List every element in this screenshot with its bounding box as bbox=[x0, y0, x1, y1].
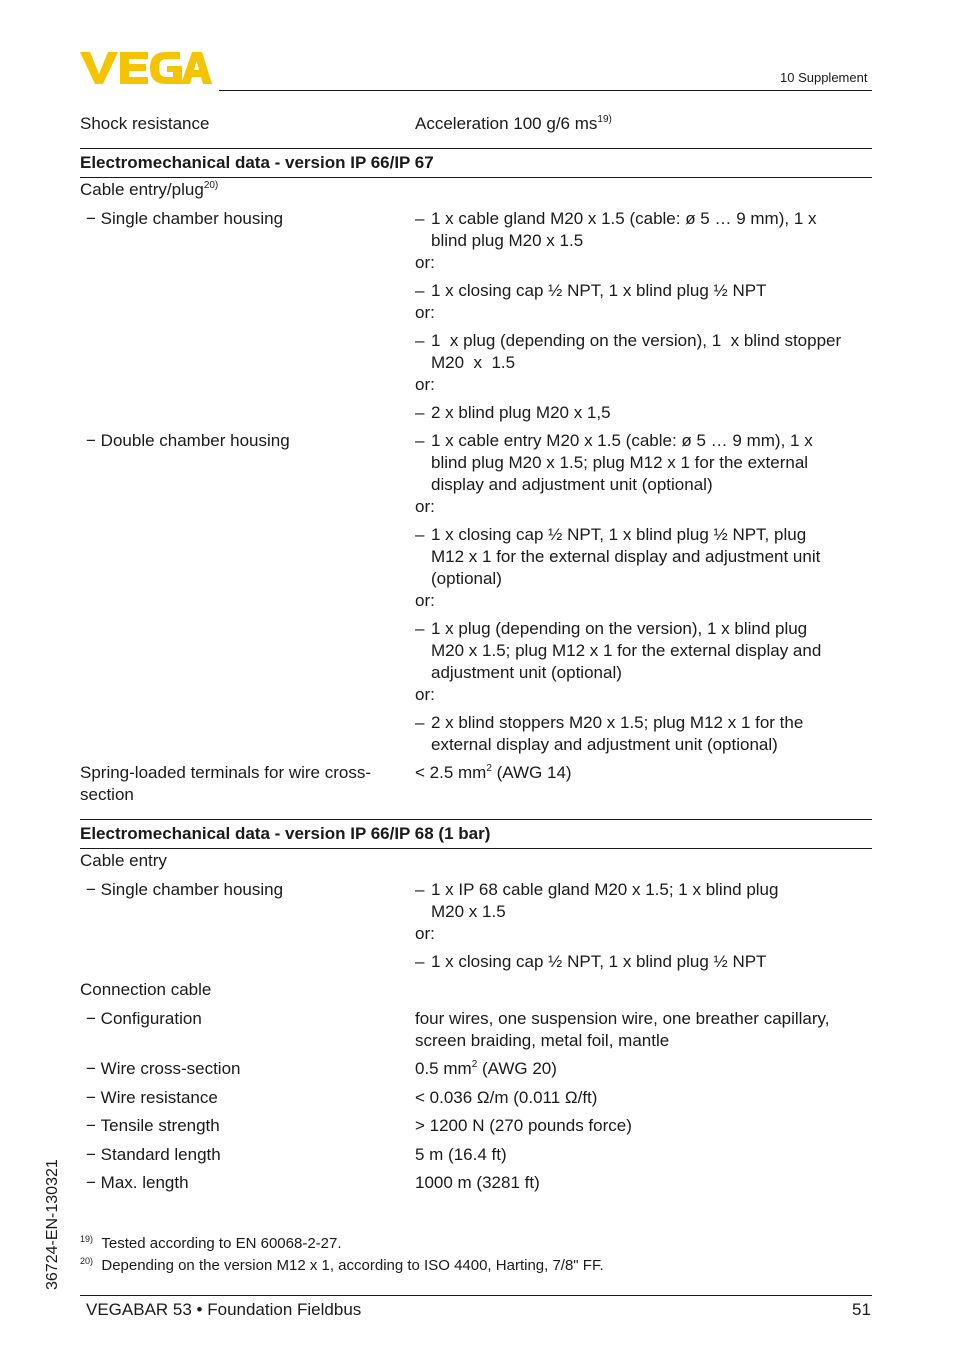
value-line: (optional) bbox=[431, 569, 502, 588]
value-line: display and adjustment unit (optional) bbox=[431, 475, 713, 494]
vega-logo bbox=[80, 50, 212, 86]
config-value: screen braiding, metal foil, mantle bbox=[415, 1031, 670, 1050]
standard-length-value: 5 m (16.4 ft) bbox=[415, 1145, 507, 1164]
dash: – bbox=[415, 952, 425, 971]
wire-resistance-label: − Wire resistance bbox=[86, 1088, 218, 1107]
section-rule bbox=[80, 177, 872, 178]
tensile-strength-label: − Tensile strength bbox=[86, 1116, 220, 1135]
value-line: 2 x blind plug M20 x 1,5 bbox=[431, 403, 611, 422]
section-rule bbox=[80, 148, 872, 149]
dash: – bbox=[415, 880, 425, 899]
connection-cable-label: Connection cable bbox=[80, 980, 212, 999]
dash: – bbox=[415, 403, 425, 422]
value-line: 2 x blind stoppers M20 x 1.5; plug M12 x 1 for the bbox=[431, 713, 804, 732]
value-line: 1 x cable gland M20 x 1.5 (cable: ø 5 … 9 mm), 1 x bbox=[431, 209, 817, 228]
value-line: blind plug M20 x 1.5 bbox=[431, 231, 584, 250]
shock-value: Acceleration 100 g/6 $ms^{19)}$ bbox=[415, 114, 612, 133]
spring-label: Spring-loaded terminals for wire cross- bbox=[80, 763, 371, 782]
value-line: blind plug M20 x 1.5; plug M12 x 1 for the external bbox=[431, 453, 809, 472]
wire-resistance-value: < 0.036 Ω/m (0.011 Ω/ft) bbox=[415, 1088, 598, 1107]
section-header: 10 Supplement bbox=[780, 70, 868, 85]
section-title: Electromechanical data - version IP 66/IP 67 bbox=[80, 153, 434, 172]
tensile-strength-value: > 1200 N (270 pounds force) bbox=[415, 1116, 632, 1135]
or-label: or: bbox=[415, 303, 435, 322]
section-title: Electromechanical data - version IP 66/IP 68 (1 bar) bbox=[80, 824, 491, 843]
value-line: 1 x IP 68 cable gland M20 x 1.5; 1 x blind plug bbox=[431, 880, 779, 899]
document-code: 36724-EN-130321 bbox=[44, 1159, 61, 1290]
single-chamber-label: − Single chamber housing bbox=[86, 209, 284, 228]
dash: – bbox=[415, 281, 425, 300]
value-line: M20 x 1.5 bbox=[431, 902, 506, 921]
cable-entry-label: Cable entry/plug$^{20)}$ bbox=[80, 180, 219, 199]
value-line: M12 x 1 for the external display and adjustment unit bbox=[431, 547, 821, 566]
value-line: 1 x plug (depending on the version), 1 x blind plug bbox=[431, 619, 808, 638]
value-line: 1 x closing cap ½ NPT, 1 x blind plug ½ NPT bbox=[431, 952, 767, 971]
or-label: or: bbox=[415, 497, 435, 516]
wire-cross-section-value: 0.5 $mm^2$ (AWG 20) bbox=[415, 1059, 557, 1078]
header-rule bbox=[219, 90, 872, 91]
dash: – bbox=[415, 619, 425, 638]
max-length-label: − Max. length bbox=[86, 1173, 189, 1192]
wire-cross-section-label: − Wire cross-section bbox=[86, 1059, 241, 1078]
dash: – bbox=[415, 525, 425, 544]
value-line: adjustment unit (optional) bbox=[431, 663, 622, 682]
config-label: − Configuration bbox=[86, 1009, 202, 1028]
or-label: or: bbox=[415, 591, 435, 610]
standard-length-label: − Standard length bbox=[86, 1145, 221, 1164]
value-line: 1 x closing cap ½ NPT, 1 x blind plug ½ NPT, plug bbox=[431, 525, 807, 544]
or-label: or: bbox=[415, 253, 435, 272]
value-line: 1 x plug (depending on the version), 1 x blind stopper bbox=[431, 331, 842, 350]
footnote: $^{19)}$ Tested according to EN 60068-2-27. bbox=[80, 1234, 342, 1252]
value-line: M20 x 1.5; plug M12 x 1 for the external display and bbox=[431, 641, 822, 660]
value-line: 1 x cable entry M20 x 1.5 (cable: ø 5 … 9 mm), 1 x bbox=[431, 431, 813, 450]
section-rule bbox=[80, 819, 872, 820]
cable-entry-label: Cable entry bbox=[80, 851, 167, 870]
dash: – bbox=[415, 209, 425, 228]
footer-rule bbox=[80, 1295, 872, 1296]
value-line: M20 x 1.5 bbox=[431, 353, 516, 372]
shock-label: Shock resistance bbox=[80, 114, 210, 133]
footnote: $^{20)}$ Depending on the version M12 x 1, according to ISO 4400, Harting, 7/8" FF. bbox=[80, 1256, 604, 1274]
dash: – bbox=[415, 431, 425, 450]
or-label: or: bbox=[415, 924, 435, 943]
value-line: external display and adjustment unit (optional) bbox=[431, 735, 778, 754]
dash: – bbox=[415, 713, 425, 732]
spring-value: < 2.5 $mm^2$ (AWG 14) bbox=[415, 763, 572, 782]
or-label: or: bbox=[415, 375, 435, 394]
footer-product: VEGABAR 53 • Foundation Fieldbus bbox=[86, 1300, 362, 1319]
double-chamber-label: − Double chamber housing bbox=[86, 431, 290, 450]
section-rule bbox=[80, 848, 872, 849]
max-length-value: 1000 m (3281 ft) bbox=[415, 1173, 540, 1192]
or-label: or: bbox=[415, 685, 435, 704]
value-line: 1 x closing cap ½ NPT, 1 x blind plug ½ NPT bbox=[431, 281, 767, 300]
dash: – bbox=[415, 331, 425, 350]
config-value: four wires, one suspension wire, one breather capillary, bbox=[415, 1009, 830, 1028]
page-number: 51 bbox=[852, 1300, 871, 1319]
single-chamber-label: − Single chamber housing bbox=[86, 880, 284, 899]
spring-label: section bbox=[80, 785, 134, 804]
